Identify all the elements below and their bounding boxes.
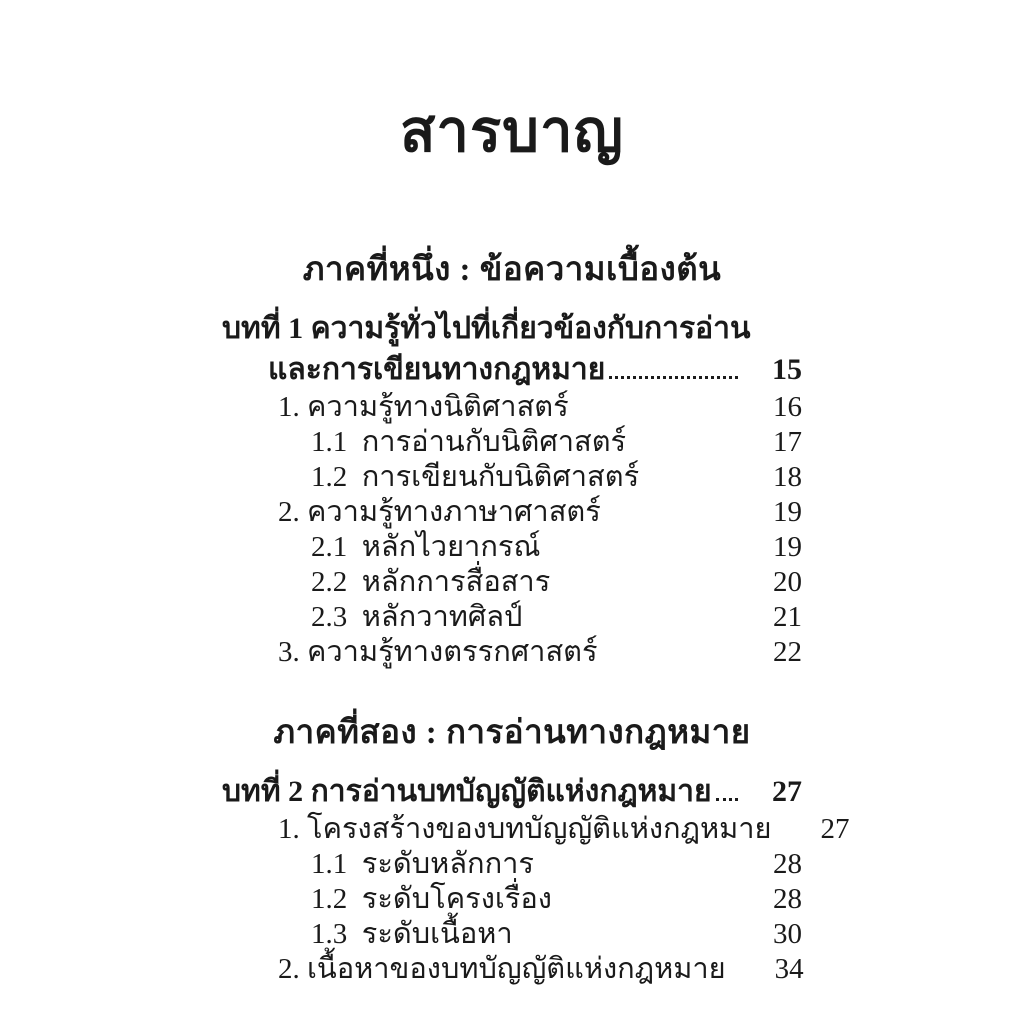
toc-entry-label: 1. ความรู้ทางนิติศาสตร์ [278,391,569,423]
dot-leader [517,941,738,943]
toc-entry-label: 1.1 การอ่านกับนิติศาสตร์ [311,426,627,458]
dot-leader [716,796,738,801]
dot-leader [573,414,738,416]
toc-entry-page: 22 [773,636,802,668]
toc-entry-page: 19 [773,496,802,528]
toc-entry-label: 2.3 หลักวาทศิลป์ [311,601,523,633]
toc-entry [222,425,802,460]
toc-entry [222,530,802,565]
toc-entry-page: 18 [773,461,802,493]
dot-leader [556,906,738,908]
toc-entry [222,460,802,495]
section-heading-part-one: ภาคที่หนึ่ง : ข้อความเบื้องต้น [302,252,722,288]
dot-leader [602,659,738,661]
toc-entry-page: 20 [773,566,802,598]
toc-entry-label: 2.1 หลักไวยากรณ์ [311,531,541,563]
toc-entry-label: 1.3 ระดับเนื้อหา [311,918,513,950]
toc-entry [222,495,802,530]
toc-entry-page: 30 [773,918,802,950]
page-title: สารบาญ [400,99,624,164]
toc-entry-page: 27 [820,813,850,845]
dot-leader [538,871,738,873]
toc-entry [222,349,802,390]
toc-entry-page: 21 [773,601,802,633]
toc-entry-label: 2.2 หลักการสื่อสาร [311,566,551,598]
dot-leader [554,589,738,591]
toc-entry [222,390,802,425]
toc-entry-label: 1.2 การเขียนกับนิติศาสตร์ [311,461,640,493]
toc-entry-label: 1.2 ระดับโครงเรื่อง [311,883,552,915]
toc-entry-label: 1. โครงสร้างของบทบัญญัติแห่งกฎหมาย [278,813,772,845]
section-heading-part-two: ภาคที่สอง : การอ่านทางกฎหมาย [273,715,751,751]
dot-leader [526,624,738,626]
toc-entry [222,847,802,882]
toc-entry [222,882,802,917]
section-two-entries [222,771,850,987]
toc-entry-page: 17 [773,426,802,458]
toc-entry-label: และการเขียนทางกฎหมาย [268,353,606,386]
dot-leader [630,449,738,451]
dot-leader [643,484,738,486]
toc-entry-label: บทที่ 2 การอ่านบทบัญญัติแห่งกฎหมาย [222,775,712,808]
toc-entry [222,917,802,952]
toc-entry-page: 19 [773,531,802,563]
toc-entry-page: 34 [774,953,804,985]
toc-entry [222,565,802,600]
toc-entry [222,952,802,987]
dot-leader [605,519,738,521]
dot-leader [609,374,738,379]
toc-entry-label: 2. ความรู้ทางภาษาศาสตร์ [278,496,601,528]
toc-entry [222,308,802,349]
toc-entry-page: 16 [773,391,802,423]
dot-leader [755,336,765,338]
toc-entry-label: บทที่ 1 ความรู้ทั่วไปที่เกี่ยวข้องกับการอ่าน [222,312,751,345]
toc-entry-page: 15 [772,353,802,386]
toc-entry-label: 1.1 ระดับหลักการ [311,848,535,880]
toc-entry [222,771,802,812]
toc-entry-page: 28 [773,848,802,880]
toc-entry [222,812,850,847]
toc-entry-label: 3. ความรู้ทางตรรกศาสตร์ [278,636,598,668]
toc-entry [222,600,802,635]
toc-entry [222,635,802,670]
table-of-contents [222,240,850,987]
section-one-entries [222,308,802,670]
dot-leader [730,976,740,978]
toc-entry-page: 27 [772,775,802,808]
toc-entry-label: 2. เนื้อหาของบทบัญญัติแห่งกฎหมาย [278,953,726,985]
dot-leader [776,836,786,838]
toc-entry-page: 28 [773,883,802,915]
dot-leader [544,554,738,556]
